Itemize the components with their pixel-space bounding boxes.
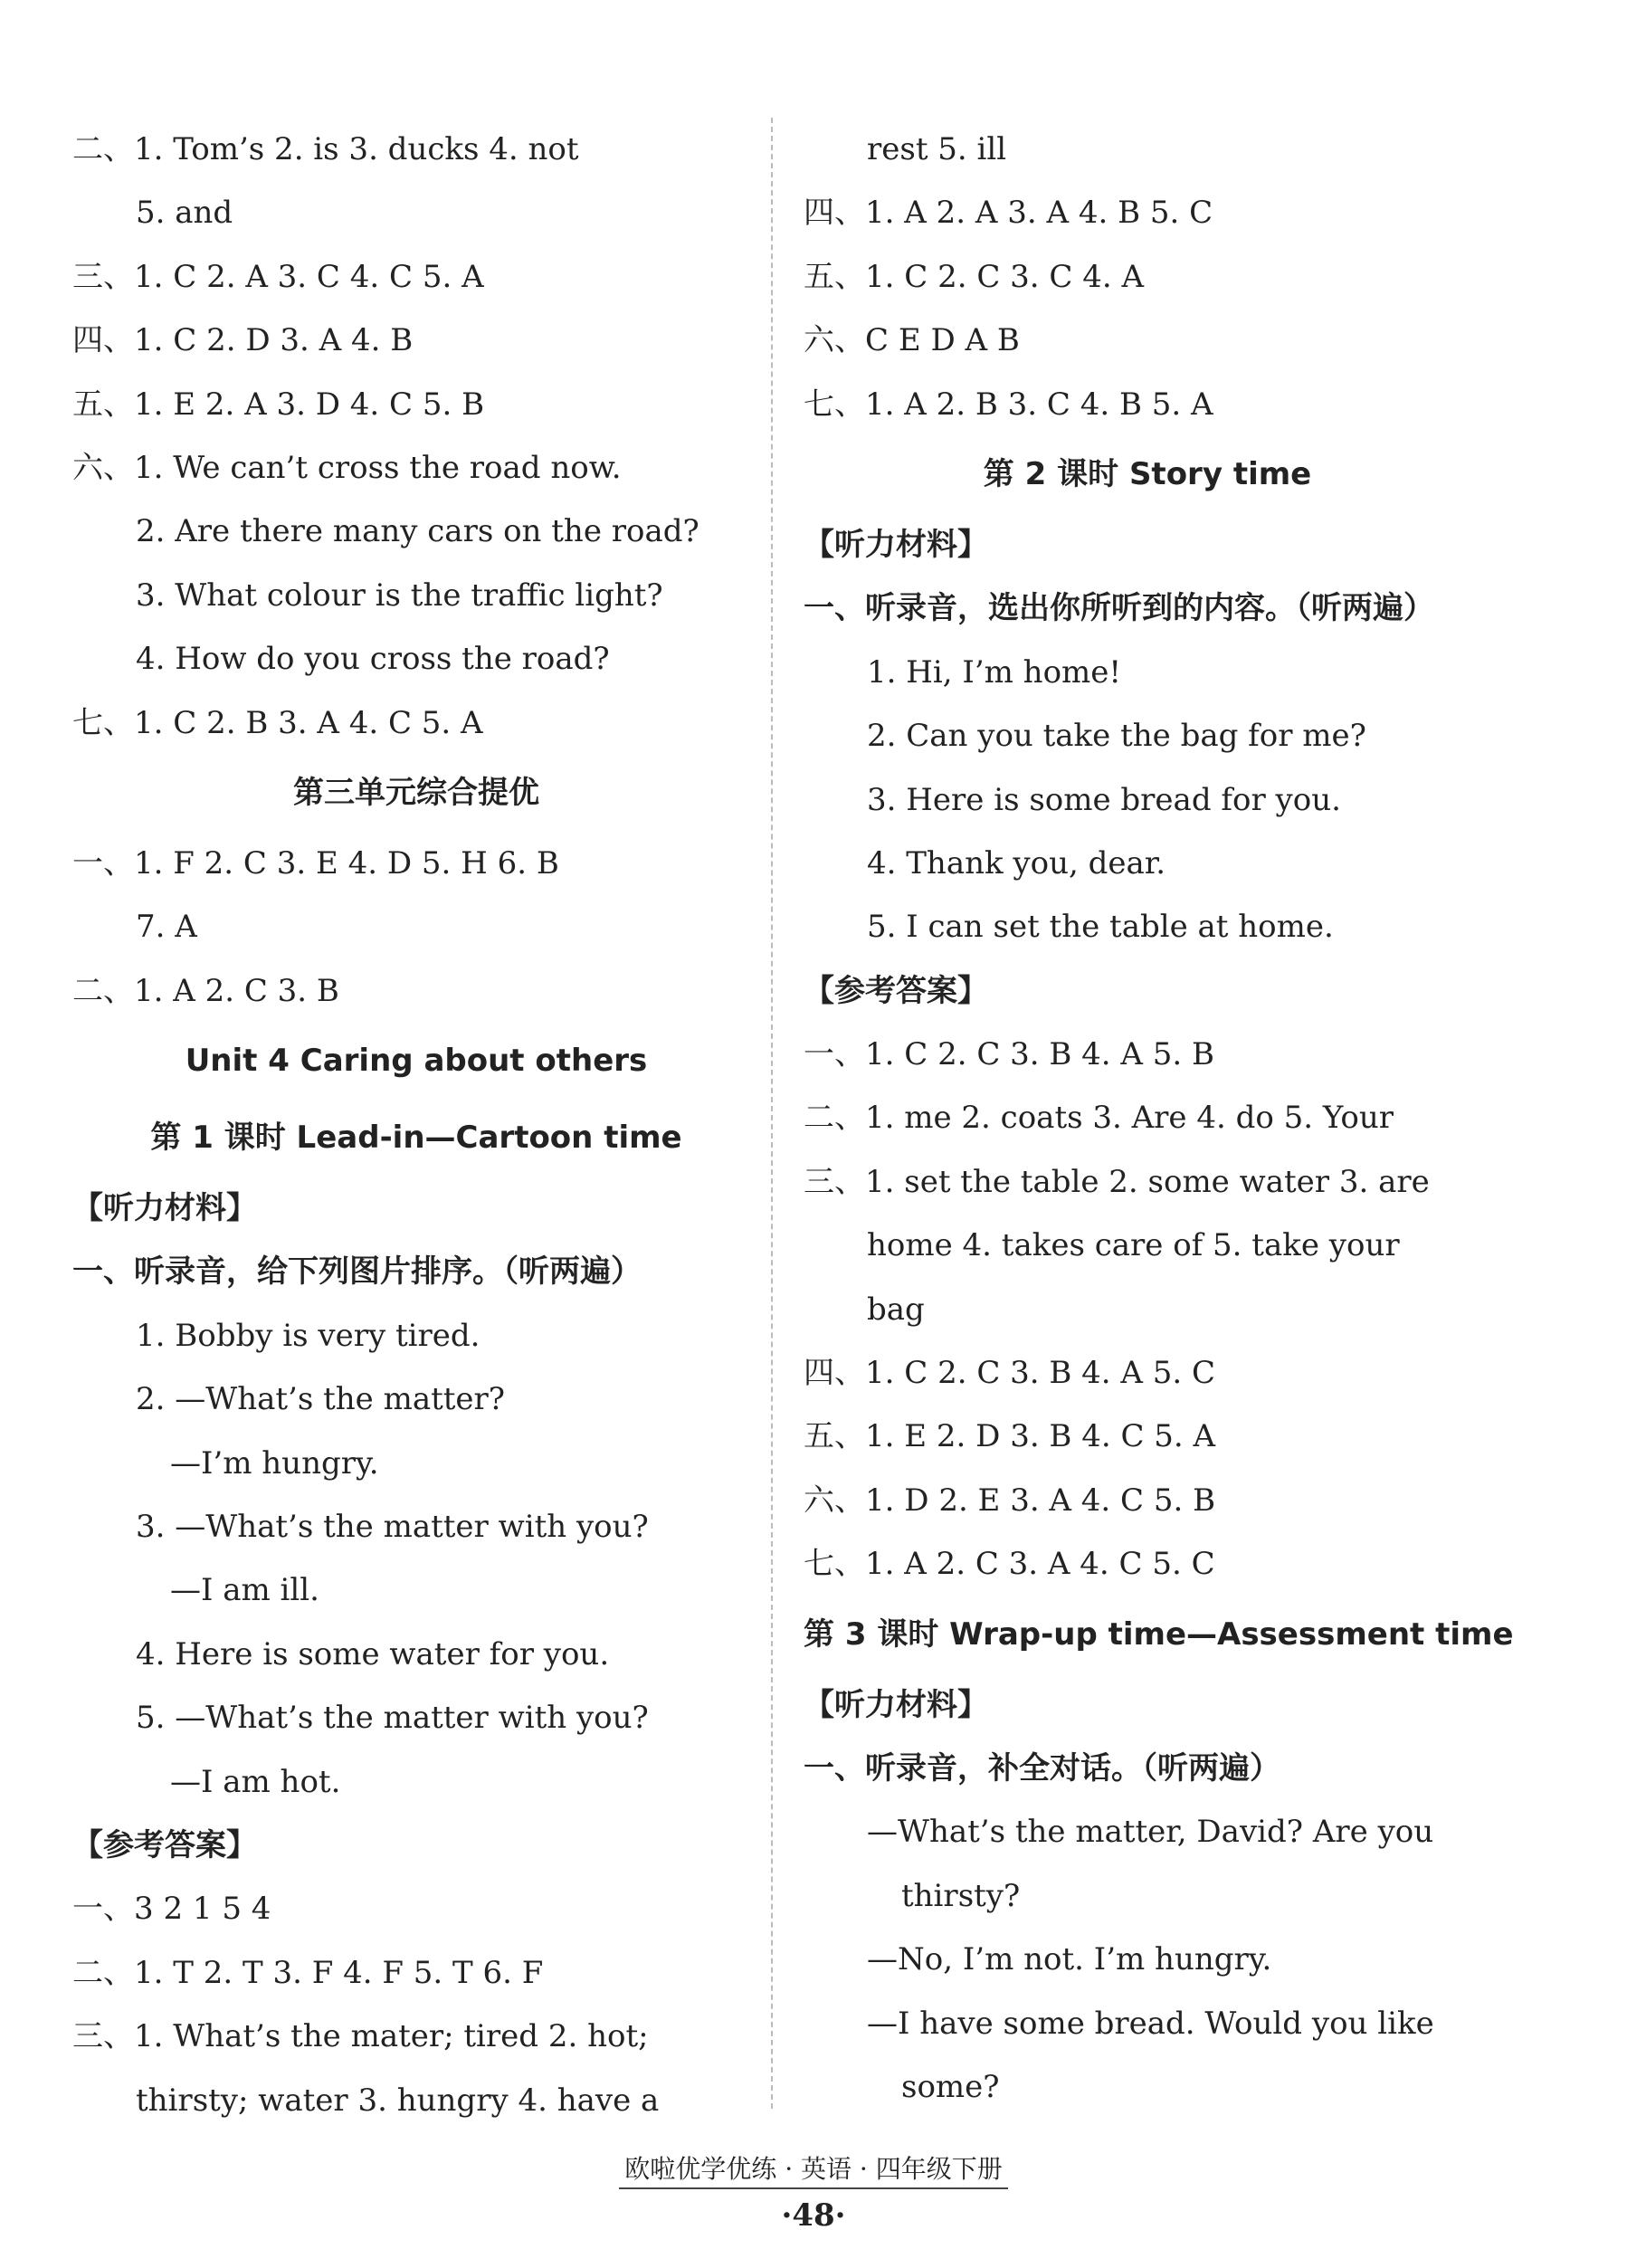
answer-line: home 4. takes care of 5. take your bbox=[867, 1227, 1400, 1264]
answer-line: 二、1. T 2. T 3. F 4. F 5. T 6. F bbox=[72, 1954, 544, 1991]
page-number: ·48· bbox=[781, 2197, 846, 2234]
footer-book-title: 欧啦优学优练 · 英语 · 四年级下册 bbox=[0, 2149, 1627, 2186]
answer-line: 4. Here is some water for you. bbox=[136, 1635, 610, 1672]
answer-line: thirsty; water 3. hungry 4. have a bbox=[136, 2082, 660, 2119]
answer-line: 七、1. C 2. B 3. A 4. C 5. A bbox=[72, 704, 483, 741]
subsection-label: 【参考答案】 bbox=[72, 1826, 257, 1863]
subsection-label: 一、听录音，选出你所听到的内容。（听两遍） bbox=[804, 590, 1434, 627]
right-column bbox=[804, 118, 1514, 2119]
answer-line: 三、1. What’s the mater; tired 2. hot; bbox=[72, 2018, 649, 2055]
section-heading: 第 3 课时 Wrap-up time—Assessment time bbox=[804, 1615, 1514, 1653]
answer-line: 六、1. We can’t cross the road now. bbox=[72, 449, 622, 486]
answer-line: 六、C E D A B bbox=[804, 322, 1020, 359]
answer-line: 5. and bbox=[136, 195, 233, 232]
answer-line: —I am hot. bbox=[170, 1763, 341, 1800]
subsection-label: 【听力材料】 bbox=[804, 526, 988, 563]
answer-line: 5. —What’s the matter with you? bbox=[136, 1700, 649, 1737]
section-heading: 第 1 课时 Lead-in—Cartoon time bbox=[150, 1120, 682, 1157]
answer-line: 2. Can you take the bag for me? bbox=[867, 718, 1366, 755]
answer-line: —I’m hungry. bbox=[170, 1444, 379, 1482]
answer-line: bag bbox=[867, 1291, 925, 1328]
answer-line: 一、1. C 2. C 3. B 4. A 5. B bbox=[804, 1036, 1215, 1073]
answer-line: 5. I can set the table at home. bbox=[867, 909, 1334, 946]
answer-line: 七、1. A 2. C 3. A 4. C 5. C bbox=[804, 1546, 1215, 1583]
answer-line: 二、1. Tom’s 2. is 3. ducks 4. not bbox=[72, 131, 579, 167]
subsection-label: 一、听录音，补全对话。（听两遍） bbox=[804, 1749, 1280, 1787]
answer-line: 三、1. set the table 2. some water 3. are bbox=[804, 1163, 1430, 1200]
section-heading: 第 2 课时 Story time bbox=[983, 455, 1312, 492]
subsection-label: 一、听录音，给下列图片排序。（听两遍） bbox=[72, 1253, 642, 1291]
answer-line: 二、1. A 2. C 3. B bbox=[72, 972, 339, 1009]
answer-line: 一、1. F 2. C 3. E 4. D 5. H 6. B bbox=[72, 844, 559, 881]
answer-line: 3. What colour is the traffic light? bbox=[136, 577, 663, 614]
answer-line: 1. Bobby is very tired. bbox=[136, 1317, 480, 1354]
answer-line: 3. Here is some bread for you. bbox=[867, 781, 1341, 818]
answer-line: 4. How do you cross the road? bbox=[136, 641, 610, 678]
subsection-label: 【参考答案】 bbox=[804, 972, 988, 1009]
answer-line: 1. Hi, I’m home! bbox=[867, 653, 1122, 691]
answer-line: 2. Are there many cars on the road? bbox=[136, 513, 699, 550]
answer-line: —I have some bread. Would you like bbox=[867, 2005, 1434, 2042]
answer-line: 3. —What’s the matter with you? bbox=[136, 1509, 649, 1546]
answer-line: 4. Thank you, dear. bbox=[867, 844, 1166, 881]
left-column bbox=[72, 118, 760, 2132]
answer-line: thirsty? bbox=[901, 1877, 1021, 1914]
subsection-label: 【听力材料】 bbox=[804, 1686, 988, 1723]
answer-line: rest 5. ill bbox=[867, 131, 1007, 167]
answer-line: 七、1. A 2. B 3. C 4. B 5. A bbox=[804, 386, 1213, 423]
answer-line: 五、1. E 2. D 3. B 4. C 5. A bbox=[804, 1418, 1216, 1455]
section-heading: 第三单元综合提优 bbox=[293, 774, 539, 811]
answer-line: 二、1. me 2. coats 3. Are 4. do 5. Your bbox=[804, 1100, 1394, 1137]
subsection-label: 【听力材料】 bbox=[72, 1190, 257, 1227]
answer-line: —No, I’m not. I’m hungry. bbox=[867, 1941, 1272, 1978]
answer-line: 五、1. C 2. C 3. C 4. A bbox=[804, 258, 1145, 295]
answer-line: 三、1. C 2. A 3. C 4. C 5. A bbox=[72, 258, 484, 295]
answer-line: 四、1. C 2. D 3. A 4. B bbox=[72, 322, 414, 359]
answer-line: —What’s the matter, David? Are you bbox=[867, 1814, 1434, 1851]
answer-line: 7. A bbox=[136, 909, 197, 946]
column-divider bbox=[771, 118, 773, 2109]
answer-line: some? bbox=[901, 2068, 1000, 2105]
answer-line: 一、3 2 1 5 4 bbox=[72, 1891, 271, 1928]
answer-line: 2. —What’s the matter? bbox=[136, 1381, 506, 1418]
answer-line: —I am ill. bbox=[170, 1572, 319, 1609]
section-heading: Unit 4 Caring about others bbox=[185, 1043, 648, 1080]
answer-line: 四、1. A 2. A 3. A 4. B 5. C bbox=[804, 195, 1213, 232]
answer-line: 四、1. C 2. C 3. B 4. A 5. C bbox=[804, 1355, 1216, 1392]
answer-line: 六、1. D 2. E 3. A 4. C 5. B bbox=[804, 1482, 1216, 1519]
answer-line: 五、1. E 2. A 3. D 4. C 5. B bbox=[72, 386, 485, 423]
